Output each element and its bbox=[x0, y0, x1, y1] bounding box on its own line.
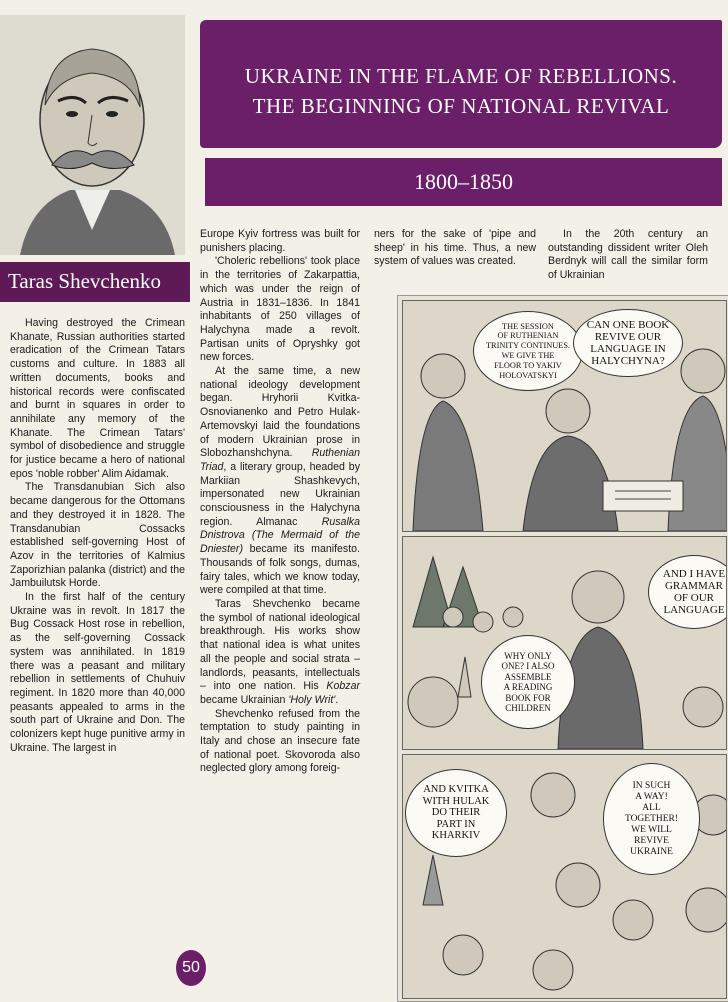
bubble-line: AND I HAVE bbox=[662, 568, 726, 580]
name-banner bbox=[0, 262, 190, 302]
paragraph bbox=[200, 365, 360, 598]
bubble-line: WE GIVE THE bbox=[501, 351, 555, 360]
italic-title: Rusalka Dnistrova (The Mermaid of the Dniester) bbox=[200, 515, 360, 556]
bubble-line: A READING bbox=[503, 682, 553, 692]
text-column-1 bbox=[10, 317, 185, 756]
paragraph: 'Choleric rebellions' took place in the territories of Zakarpattia, which was under the reign of Austria in 1831–1836. In 1841 inhabitants of 250 villages of Halychyna made a revolt. Partisan units of Opryshky got new forces. bbox=[200, 255, 360, 364]
portrait-image bbox=[0, 15, 185, 255]
bubble-line: DO THEIR bbox=[431, 807, 481, 819]
bubble-line: CAN ONE BOOK bbox=[586, 319, 670, 331]
paragraph bbox=[200, 598, 360, 708]
paragraph: Shevchenko refused from the temptation to study painting in Italy and chose an insecure fate of national poet. Skovoroda also neglected glory among foreig- bbox=[200, 707, 360, 775]
bubble-line: REVIVE bbox=[634, 835, 669, 846]
paragraph: In the first half of the century Ukraine was in revolt. In 1817 the Bug Cossack Host rose in rebellion, as the self-governing Cossack system was annihilated. In 1819 there was a peasant and military rebellion in settlements of Chuhuiv regiment. In 1820 more than 40,000 peasants appealed to arms in the south part of Ukraine and Don. The colonizers kept huge punitive army in Ukraine. The largest in bbox=[10, 591, 185, 754]
bubble-line: UKRAINE bbox=[630, 846, 673, 857]
portrait-drawing bbox=[0, 15, 185, 255]
paragraph: ners for the sake of 'pipe and sheep' in his time. Thus, a new system of values was created. bbox=[374, 228, 536, 268]
period-banner bbox=[205, 158, 722, 206]
bubble-line: THE SESSION bbox=[502, 321, 554, 331]
text-run: became its manifesto. Thousands of folk songs, dumas, fairy tales, which we know today, were compiled at that time. bbox=[200, 543, 360, 597]
bubble-line: WHY ONLY bbox=[504, 650, 552, 661]
bubble-line: TRINITY CONTINUES. bbox=[485, 341, 571, 351]
title-line-2: THE BEGINNING OF NATIONAL REVIVAL bbox=[252, 94, 670, 118]
comic-panel-3 bbox=[402, 754, 727, 999]
bubble-line: KHARKIV bbox=[431, 830, 481, 842]
title-line-1: UKRAINE IN THE FLAME OF REBELLIONS. bbox=[244, 64, 678, 88]
speech-bubble bbox=[473, 311, 583, 391]
speech-bubble bbox=[405, 769, 507, 857]
italic-title: 'Holy Writ' bbox=[288, 693, 336, 706]
text-run: , a literary group, headed by Markiian Shashkevych, impersonated new Ukrainian consciousness in the Halychyna region. Almanac bbox=[200, 460, 360, 528]
bubble-line: TOGETHER! bbox=[624, 813, 679, 824]
bubble-line: LANGUAGE bbox=[663, 604, 725, 616]
bubble-line: FLOOR TO YAKIV bbox=[494, 360, 562, 370]
period-label: 1800–1850 bbox=[414, 169, 513, 194]
comic-panel-2 bbox=[402, 536, 727, 750]
bubble-line: A WAY! bbox=[635, 791, 668, 802]
italic-title: Kobzar bbox=[326, 680, 360, 693]
text-column-4 bbox=[548, 228, 708, 286]
paragraph: The Transdanubian Sich also became dangerous for the Ottomans and they destroyed it in 1828. The Transdanubian Cossacks established self-governing Host of Azov in the territories of Kalmius Zaporizhian palanka (district) and the Jambuilutsk Horde. bbox=[10, 481, 185, 590]
bubble-line: HALYCHYNA? bbox=[591, 355, 665, 367]
text-run: became Ukrainian bbox=[200, 693, 289, 706]
text-run: . bbox=[335, 693, 339, 706]
bubble-line: REVIVE OUR bbox=[594, 331, 662, 343]
bubble-line: WITH HULAK bbox=[422, 795, 490, 807]
bubble-line: OF RUTHENIAN bbox=[497, 331, 559, 341]
italic-title: Ruthenian Triad bbox=[200, 447, 360, 473]
text-run: At the same time, a new national ideology development began. Hryhorii Kvitka-Osnovianenko and Petro Hulak-Artemovskyi laid the foundations of modern Ukrainian prose in Slobozhanshchyna. bbox=[200, 365, 360, 460]
text-column-3 bbox=[374, 228, 536, 286]
bubble-line: ALL bbox=[642, 802, 661, 813]
bubble-line: WE WILL bbox=[631, 824, 672, 835]
page-number: 50 bbox=[176, 950, 206, 986]
paragraph: Europe Kyiv fortress was built for punishers placing. bbox=[200, 228, 360, 254]
title-banner bbox=[200, 20, 722, 148]
bubble-line: BOOK FOR bbox=[505, 692, 551, 703]
comic-panel-1 bbox=[402, 300, 727, 532]
speech-bubble bbox=[603, 763, 700, 875]
bubble-line: GRAMMAR bbox=[664, 580, 724, 592]
speech-bubble bbox=[481, 635, 575, 729]
paragraph: Having destroyed the Crimean Khanate, Russian authorities started eradication of the Crimean Tatars customs and culture. In 1883 all written documents, books and historical records were confiscated and burnt in squares in order to annihilate any memory of the Khanate. The Crimean Tatars' symbol of disobedience and struggle for justice became a hero of national epos 'noble robber' Alim Aidamak. bbox=[10, 317, 185, 480]
bubble-line: OF OUR bbox=[673, 592, 715, 604]
portrait-name: Taras Shevchenko bbox=[8, 269, 162, 293]
bubble-line: LANGUAGE IN bbox=[590, 343, 666, 355]
paragraph: In the 20th century an outstanding dissident writer Oleh Berdnyk will call the similar form of Ukrainian bbox=[548, 228, 708, 282]
bubble-line: ONE? I ALSO bbox=[501, 661, 555, 671]
bubble-line: ASSEMBLE bbox=[504, 671, 552, 682]
text-column-2 bbox=[200, 228, 360, 776]
speech-bubble bbox=[573, 309, 683, 377]
bubble-line: HOLOVATSKYI bbox=[499, 370, 557, 380]
bubble-line: IN SUCH bbox=[632, 780, 671, 791]
bubble-line: CHILDREN bbox=[505, 703, 551, 713]
bubble-line: PART IN bbox=[436, 818, 476, 830]
comic-strip bbox=[397, 295, 728, 1002]
bubble-line: AND KVITKA bbox=[423, 784, 489, 796]
text-run: Taras Shevchenko became the symbol of national ideological breakthrough. His works show that national idea is what unites all the people and social strata – landlords, peasants, intellectuals – into one nation. His bbox=[200, 597, 360, 693]
